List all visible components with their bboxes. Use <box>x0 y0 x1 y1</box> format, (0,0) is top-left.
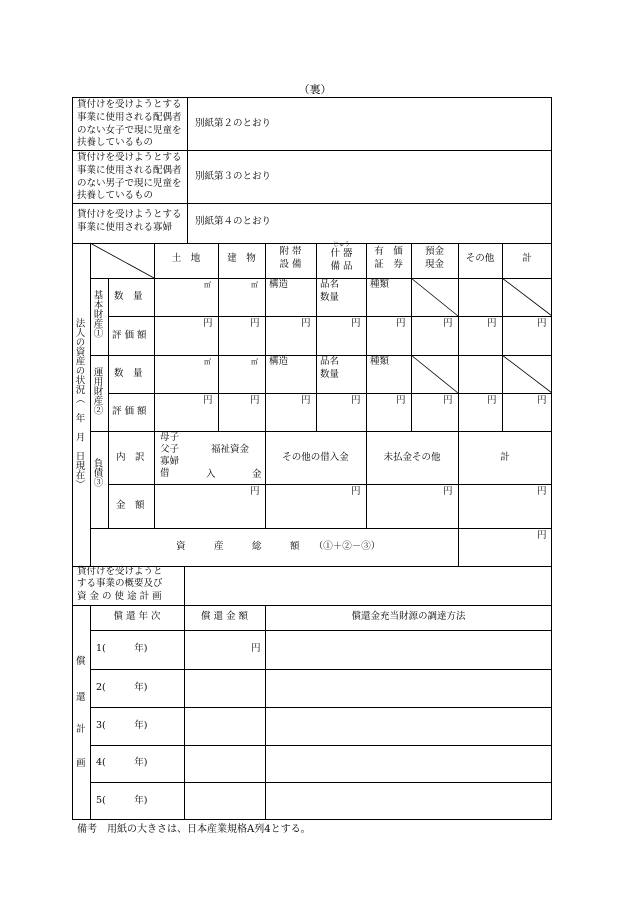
year-5: 5( 年) <box>96 795 148 806</box>
repayment-side-4: 画 <box>76 758 86 769</box>
header-furniture-ruby: じゅう <box>333 242 350 248</box>
col-method: 償還金充当財源の調達方法 <box>351 611 466 622</box>
row3-value: 別紙第４のとおり <box>195 216 272 227</box>
welfare-loan: 福祉資金 <box>211 444 250 455</box>
welfare-prefix: 母子 父子 寡婦 借 <box>160 432 180 479</box>
row1-label: 貸付けを受けようとする 事業に使用される配偶者 のない女子で現に児童を 扶養しているもの <box>77 99 182 149</box>
header-furniture: 什 器 備 品 <box>330 248 353 272</box>
col-year: 償 還 年 次 <box>113 611 161 622</box>
header-total: 計 <box>522 253 532 264</box>
page-title: （裏） <box>298 83 332 96</box>
header-fixtures: 附 帯 設 備 <box>279 246 302 270</box>
repayment-side-3: 計 <box>76 724 86 735</box>
col-amount: 償 還 金 額 <box>200 611 249 622</box>
basic-quantity-label: 数 量 <box>114 291 143 302</box>
operating-quantity-label: 数 量 <box>114 368 143 379</box>
row3-label: 貸付けを受けようとする 事業に使用される寡婦 <box>77 209 182 233</box>
header-deposits: 預金 現金 <box>424 246 444 270</box>
year-4: 4( 年) <box>96 757 148 768</box>
plan-label: 貸付けを受けようと する事業の概要及び 資 金 の 使 途 計 画 <box>77 566 163 602</box>
other-loans: その他の借入金 <box>282 452 349 463</box>
row1-value: 別紙第２のとおり <box>195 118 272 129</box>
year-1: 1( 年) <box>96 643 148 654</box>
unpaid-other: 未払金その他 <box>383 452 441 463</box>
liabilities-label: 負債③ <box>91 458 103 487</box>
assets-side-label: 法人の資産の状況（ 年 月 日現在） <box>73 318 85 489</box>
breakdown-label: 内 訳 <box>116 452 145 463</box>
row2-value: 別紙第３のとおり <box>195 171 272 182</box>
basic-valuation-label: 評 価 額 <box>112 330 147 341</box>
header-other: その他 <box>465 253 495 264</box>
total-assets-label: 資 産 総 額 （①＋②－③） <box>176 541 381 552</box>
header-securities: 有 価 証 券 <box>374 246 403 270</box>
repayment-side-1: 償 <box>76 656 86 667</box>
repayment-side-2: 還 <box>76 692 86 703</box>
basic-property-label: 基本財産① <box>91 290 103 338</box>
operating-valuation-label: 評 価 額 <box>112 406 147 417</box>
note: 備考 用紙の大きさは、日本産業規格A列4とする。 <box>77 824 311 835</box>
year-3: 3( 年) <box>96 720 148 731</box>
year-2: 2( 年) <box>96 682 148 693</box>
amount-label: 金 額 <box>116 500 145 511</box>
header-building: 建 物 <box>227 253 256 264</box>
row2-label: 貸付けを受けようとする 事業に使用される配偶者 のない男子で現に児童を 扶養しているもの <box>77 152 182 202</box>
header-land: 土 地 <box>171 253 201 264</box>
liabilities-total: 計 <box>500 452 510 463</box>
operating-property-label: 運用財産② <box>91 367 103 415</box>
